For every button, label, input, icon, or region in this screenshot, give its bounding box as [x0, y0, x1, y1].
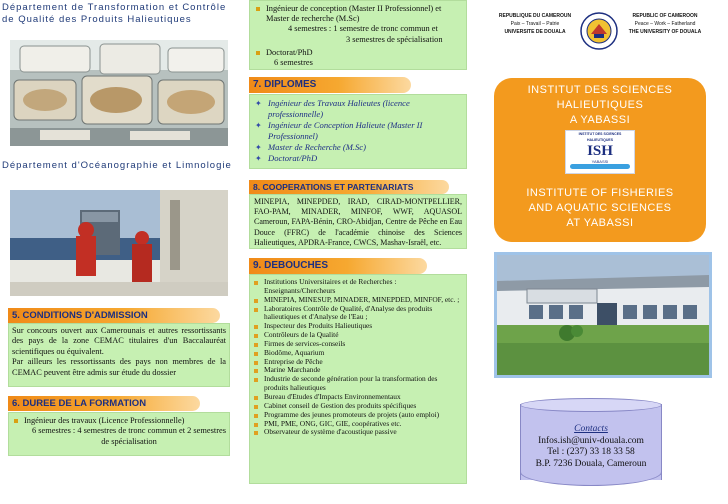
debouche-item: Biodôme, Aquarium [253, 349, 463, 358]
doctorat-line: Doctorat/PhD [254, 48, 462, 58]
debouche-item: Entreprise de Pêche [253, 358, 463, 367]
admission-text-2: Par ailleurs les ressortissants des pays non membres de la CEMAC peuvent être admis sur étude du dossier [12, 357, 226, 377]
header-left-line1: REPUBLIQUE DU CAMEROUN [498, 13, 572, 19]
title-en-3: AT YABASSI [566, 217, 634, 229]
ish-logo-caption: INSTITUT DES SCIENCES HALIEUTIQUES [578, 132, 622, 142]
title-en-1: INSTITUTE OF FISHERIES [526, 187, 674, 199]
contacts-text [520, 424, 662, 470]
header-left [494, 12, 576, 36]
diplome-item: ✦ Ingénieur des Travaux Halieutes (licence professionnelle) [254, 98, 462, 120]
institute-building-photo [494, 252, 712, 378]
header-right-line3: THE UNIVERSITY OF DOUALA [628, 29, 702, 35]
fish-products-photo [10, 40, 228, 146]
debouches-box [249, 274, 467, 484]
header-right-line2: Peace – Work – Fatherland [634, 21, 696, 27]
duree-banner: 6. DUREE DE LA FORMATION [8, 396, 200, 411]
debouche-item: Marine Marchande [253, 366, 463, 375]
debouche-item: Observateur de système d'acoustique passive [253, 428, 463, 437]
semestres-line-2: 3 semestres de spécialisation [346, 34, 443, 44]
title-fr-2: HALIEUTIQUES [556, 99, 644, 111]
cooperations-text: MINEPIA, MINEPDED, IRAD, CIRAD-MONTPELLIER, FAO-PAM, MINADER, MINFOF, WWF, AQUASOL Cameroun, FAPA-Bénin, CRO-Abidjan, Centre de Pêche en Eau Douce (FFRC) de l'académie chinoise des Sciences Halieutiques, APDRA-France, CWCS, Mashav-Israël, etc. [254, 197, 462, 247]
dept2-title: Département d'Océanographie et Limnologie [2, 160, 232, 171]
debouches-banner: 9. DEBOUCHES [249, 258, 427, 274]
title-en-2: AND AQUATIC SCIENCES [528, 202, 672, 214]
cooperations-banner: 8. COOPERATIONS ET PARTENARIATS [249, 180, 449, 194]
university-seal-icon [580, 12, 618, 50]
contacts-tel: Tel : (237) 33 18 33 58 [547, 447, 635, 457]
diplomes-box [249, 94, 467, 169]
debouche-item: MINEPIA, MINESUP, MINADER, MINEPDED, MINFOF, etc. ; [253, 296, 463, 305]
dept1-title: Département de Transformation et Contrôle de Qualité des Produits Halieutiques [2, 2, 227, 25]
contacts-email[interactable]: Infos.ish@univ-douala.com [538, 435, 644, 446]
doctorat-semestres: 6 semestres [274, 58, 313, 68]
ish-logo-text: ISH [587, 143, 613, 159]
debouche-item: Laboratoires Contrôle de Qualité, d'Analyse des produits halieutiques et d'Analyse de l'Eau ; [253, 305, 463, 323]
debouche-item: PMI, PME, ONG, GIC, GIE, coopératives etc. [253, 420, 463, 429]
title-fr-1: INSTITUT DES SCIENCES [527, 84, 673, 96]
contacts-bp: B.P. 7236 Douala, Cameroun [535, 458, 647, 469]
admission-box [8, 323, 230, 387]
duree-item: Ingénieur des travaux (Licence Professionnelle) [12, 416, 226, 426]
debouche-item: Firmes de services-conseils [253, 340, 463, 349]
debouche-item: Bureau d'Etudes d'Impacts Environnementaux [253, 393, 463, 402]
duree-detail: 6 semestres : 4 semestres de tronc commun et 2 semestres de spécialisation [32, 426, 226, 446]
debouche-item: Cabinet conseil de Gestion des produits spécifiques [253, 402, 463, 411]
formation-continued-box [249, 0, 467, 70]
header-left-line3: UNIVERSITE DE DOUALA [504, 29, 566, 35]
debouche-item: Institutions Universitaires et de Recherches : Enseignants/Chercheurs [253, 278, 463, 296]
debouche-item: Inspecteur des Produits Halieutiques [253, 322, 463, 331]
contacts-title: Contacts [574, 424, 608, 434]
ingenieur-conception-line: Ingénieur de conception (Master II Professionnel) et Master de recherche (M.Sc) [254, 4, 462, 24]
debouche-item: Industrie de seconde génération pour la transformation des produits halieutiques [253, 375, 463, 393]
duree-box [8, 412, 230, 456]
oceanography-photo [10, 190, 228, 296]
debouche-item: Programme des jeunes promoteurs de projets (auto emploi) [253, 411, 463, 420]
institute-title-panel [494, 78, 706, 242]
diplome-item: ✦ Ingénieur de Conception Halieute (Master II Professionnel) [254, 120, 462, 142]
semestres-line-1: 4 semestres : 1 semestre de tronc commun et [288, 24, 438, 34]
diplome-item: ✦ Master de Recherche (M.Sc) [254, 142, 462, 153]
contacts-cylinder [520, 398, 662, 486]
cooperations-box [249, 194, 467, 249]
admission-text-1: Sur concours ouvert aux Camerounais et autres ressortissants des pays de la zone CEMAC titulaires d'un Baccalauréat scientifiques ou équivalent. [12, 326, 226, 356]
ish-logo-place: YABASSI [591, 159, 609, 164]
admission-banner: 5. CONDITIONS D'ADMISSION [8, 308, 220, 323]
header-right [620, 12, 710, 36]
header-left-line2: Paix – Travail – Patrie [510, 21, 560, 27]
diplomes-banner: 7. DIPLOMES [249, 77, 411, 93]
diplome-item: ✦ Doctorat/PhD [254, 153, 462, 164]
title-fr-3: A YABASSI [569, 114, 631, 126]
debouche-item: Contrôleurs de la Qualité [253, 331, 463, 340]
ish-logo [565, 130, 635, 174]
header-right-line1: REPUBLIC OF CAMEROON [632, 13, 698, 19]
